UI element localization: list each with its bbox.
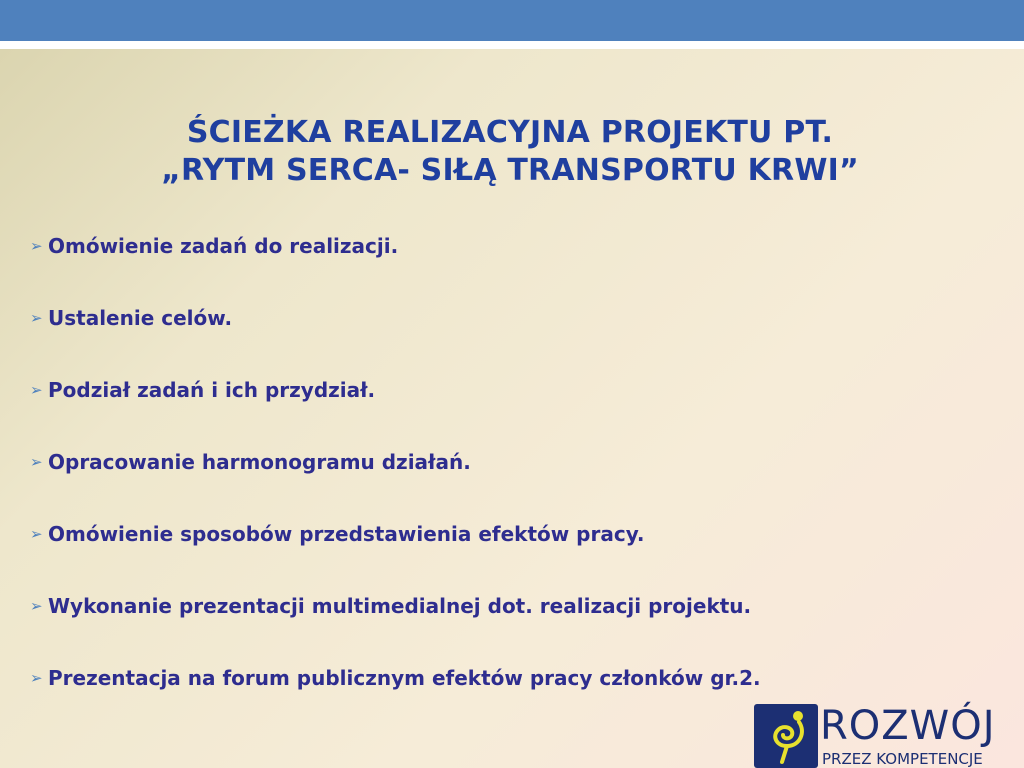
bullet-item — [30, 444, 990, 480]
top-divider — [0, 41, 1024, 49]
rozwoj-logo — [754, 704, 1024, 768]
bullet-text: Podział zadań i ich przydział. — [48, 378, 376, 402]
bullet-text: Omówienie sposobów przedstawienia efektów pracy. — [48, 522, 645, 546]
arrow-bullet-icon: ➢ — [30, 669, 43, 687]
bullet-text: Prezentacja na forum publicznym efektów pracy członków gr.2. — [48, 666, 761, 690]
arrow-bullet-icon: ➢ — [30, 309, 43, 327]
bullet-text: Wykonanie prezentacji multimedialnej dot. realizacji projektu. — [48, 594, 752, 618]
bullet-item — [30, 372, 990, 408]
arrow-bullet-icon: ➢ — [30, 237, 43, 255]
bullet-text: Opracowanie harmonogramu działań. — [48, 450, 471, 474]
top-accent-bar — [0, 0, 1024, 41]
slide-title — [60, 114, 960, 190]
bullet-item — [30, 300, 990, 336]
arrow-bullet-icon: ➢ — [30, 453, 43, 471]
slide-title-line-1: ŚCIEŻKA REALIZACYJNA PROJEKTU PT. — [186, 115, 834, 150]
logo-tagline: PRZEZ KOMPETENCJE — [822, 750, 983, 768]
bullet-item — [30, 660, 990, 696]
bullet-list — [30, 228, 990, 732]
bullet-text: Omówienie zadań do realizacji. — [48, 234, 399, 258]
bullet-item — [30, 588, 990, 624]
slide-title-line-2: „RYTM SERCA- SIŁĄ TRANSPORTU KRWI” — [161, 153, 859, 188]
arrow-bullet-icon: ➢ — [30, 381, 43, 399]
bullet-text: Ustalenie celów. — [48, 306, 233, 330]
arrow-bullet-icon: ➢ — [30, 597, 43, 615]
logo-emblem-icon — [754, 704, 818, 768]
logo-wordmark: ROZWÓJ — [820, 703, 996, 749]
bullet-item — [30, 228, 990, 264]
bullet-item — [30, 516, 990, 552]
arrow-bullet-icon: ➢ — [30, 525, 43, 543]
